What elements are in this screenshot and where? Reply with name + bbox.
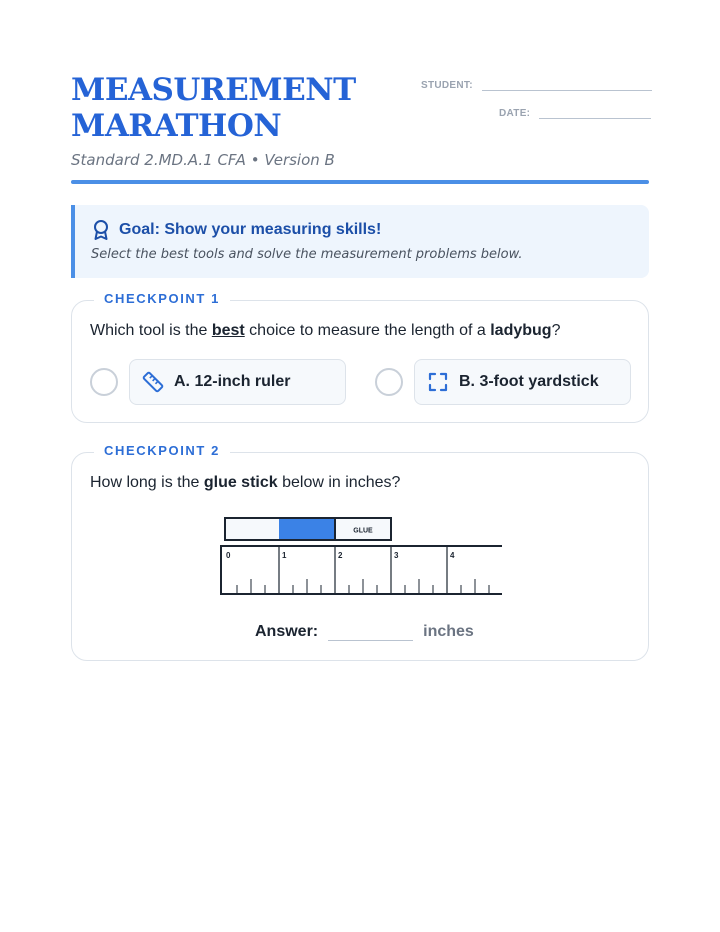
goal-title: Goal: Show your measuring skills!	[119, 221, 382, 238]
student-name-line[interactable]	[482, 75, 652, 91]
date-line[interactable]	[539, 103, 651, 119]
answer-label: Answer:	[255, 623, 319, 640]
inch-ruler	[221, 546, 502, 594]
ribbon-icon	[91, 219, 111, 241]
checkpoint-2-question: How long is the glue stick below in inches?	[90, 474, 401, 491]
page-title: MEASUREMENT MARATHON	[71, 72, 356, 144]
checkpoint-1-card	[71, 291, 649, 423]
goal-callout	[71, 205, 649, 278]
ruler-tick-label: 0	[226, 551, 231, 560]
glue-stick	[225, 518, 391, 540]
ruler-tick-label: 1	[282, 551, 287, 560]
page-subtitle: Standard 2.MD.A.1 CFA • Version B	[71, 151, 335, 169]
glue-stick-ruler-figure	[220, 517, 502, 597]
option-a-label: A. 12-inch ruler	[174, 373, 291, 390]
header-divider	[71, 180, 649, 184]
student-field	[421, 75, 652, 91]
answer-row	[255, 619, 474, 641]
ruler-body	[221, 546, 502, 594]
ruler-tick-label: 3	[394, 551, 399, 560]
ruler-tick-label: 2	[338, 551, 343, 560]
checkpoint-1-label: CHECKPOINT 1	[94, 291, 230, 306]
glue-stick-cap-label: GLUE	[353, 527, 373, 535]
date-field	[499, 103, 651, 119]
checkpoint-2-label: CHECKPOINT 2	[94, 443, 230, 458]
ruler-tick-label: 4	[450, 551, 455, 560]
option-a-radio[interactable]	[90, 368, 118, 396]
checkpoint-1-question: Which tool is the best choice to measure the length of a ladybug?	[90, 322, 561, 339]
answer-input[interactable]	[328, 619, 413, 641]
glue-stick-label-band	[279, 519, 335, 539]
student-label: STUDENT:	[421, 80, 473, 91]
option-b-button[interactable]	[414, 359, 631, 405]
goal-text: Select the best tools and solve the measurement problems below.	[91, 247, 523, 262]
expand-brackets-icon	[427, 371, 449, 393]
option-a-button[interactable]	[129, 359, 346, 405]
option-b-label: B. 3-foot yardstick	[459, 373, 599, 390]
ruler-icon	[142, 371, 164, 393]
date-label: DATE:	[499, 108, 531, 119]
answer-unit: inches	[423, 623, 474, 640]
option-b-radio[interactable]	[375, 368, 403, 396]
checkpoint-2-card	[71, 443, 649, 661]
